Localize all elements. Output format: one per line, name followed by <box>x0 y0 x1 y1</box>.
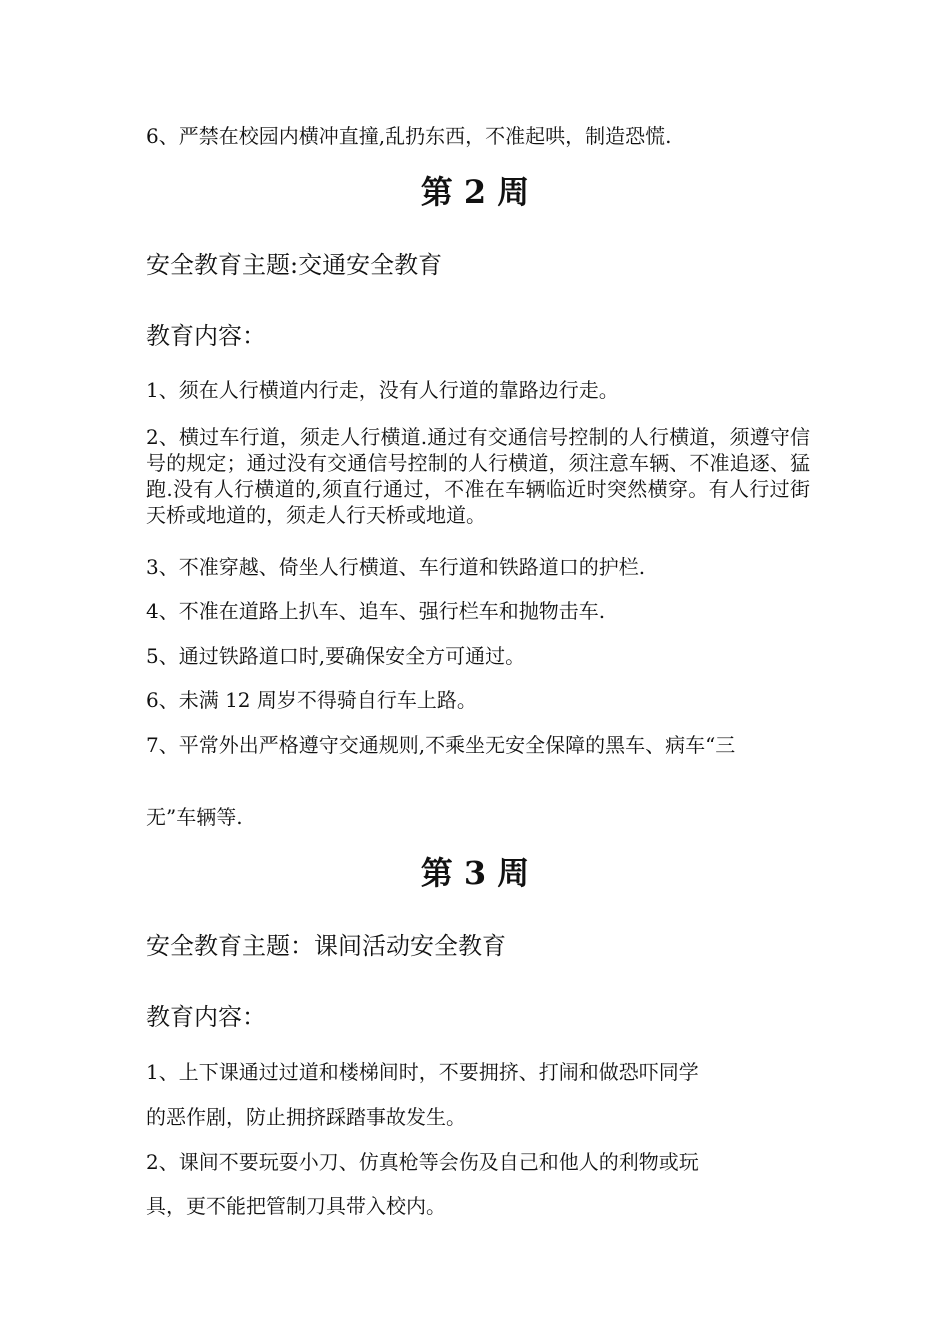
item-6-campus: 6、严禁在校园内横冲直撞,乱扔东西，不准起哄，制造恐慌. <box>146 124 672 148</box>
week-3-item-2-continued: 具，更不能把管制刀具带入校内。 <box>146 1194 446 1218</box>
week-3-content-label: 教育内容： <box>146 1003 266 1031</box>
week-2-title: 第 2 周 <box>420 173 530 211</box>
week-3-item-1: 1、上下课通过过道和楼梯间时，不要拥挤、打闹和做恐吓同学 <box>146 1060 699 1084</box>
week-3-item-1-continued: 的恶作剧，防止拥挤踩踏事故发生。 <box>146 1105 466 1129</box>
week-2-item-1: 1、须在人行横道内行走，没有人行道的靠路边行走。 <box>146 378 619 402</box>
week-2-item-7-continued: 无”车辆等. <box>146 805 243 829</box>
week-2-item-7: 7、平常外出严格遵守交通规则,不乘坐无安全保障的黑车、病车“三 <box>146 733 736 757</box>
week-2-item-5: 5、通过铁路道口时,要确保安全方可通过。 <box>146 644 526 668</box>
week-2-content-label: 教育内容： <box>146 322 266 350</box>
week-2-item-2: 2、横过车行道，须走人行横道.通过有交通信号控制的人行横道，须遵守信号的规定；通过没有交通信号控制的人行横道，须注意车辆、不准追逐、猛跑.没有人行横道的,须直行通过，不准在车辆临近时突然横穿。有人行过街天桥或地道的，须走人行天桥或地道。 <box>146 425 810 527</box>
week-2-item-6: 6、未满 12 周岁不得骑自行车上路。 <box>146 688 477 712</box>
week-2-item-4: 4、不准在道路上扒车、追车、强行栏车和抛物击车. <box>146 599 606 623</box>
week-2-theme: 安全教育主题:交通安全教育 <box>146 251 443 279</box>
week-2-item-3: 3、不准穿越、倚坐人行横道、车行道和铁路道口的护栏. <box>146 555 646 579</box>
week-3-title: 第 3 周 <box>420 854 530 892</box>
week-3-theme: 安全教育主题：课间活动安全教育 <box>146 932 506 960</box>
week-3-item-2: 2、课间不要玩耍小刀、仿真枪等会伤及自己和他人的利物或玩 <box>146 1150 699 1174</box>
